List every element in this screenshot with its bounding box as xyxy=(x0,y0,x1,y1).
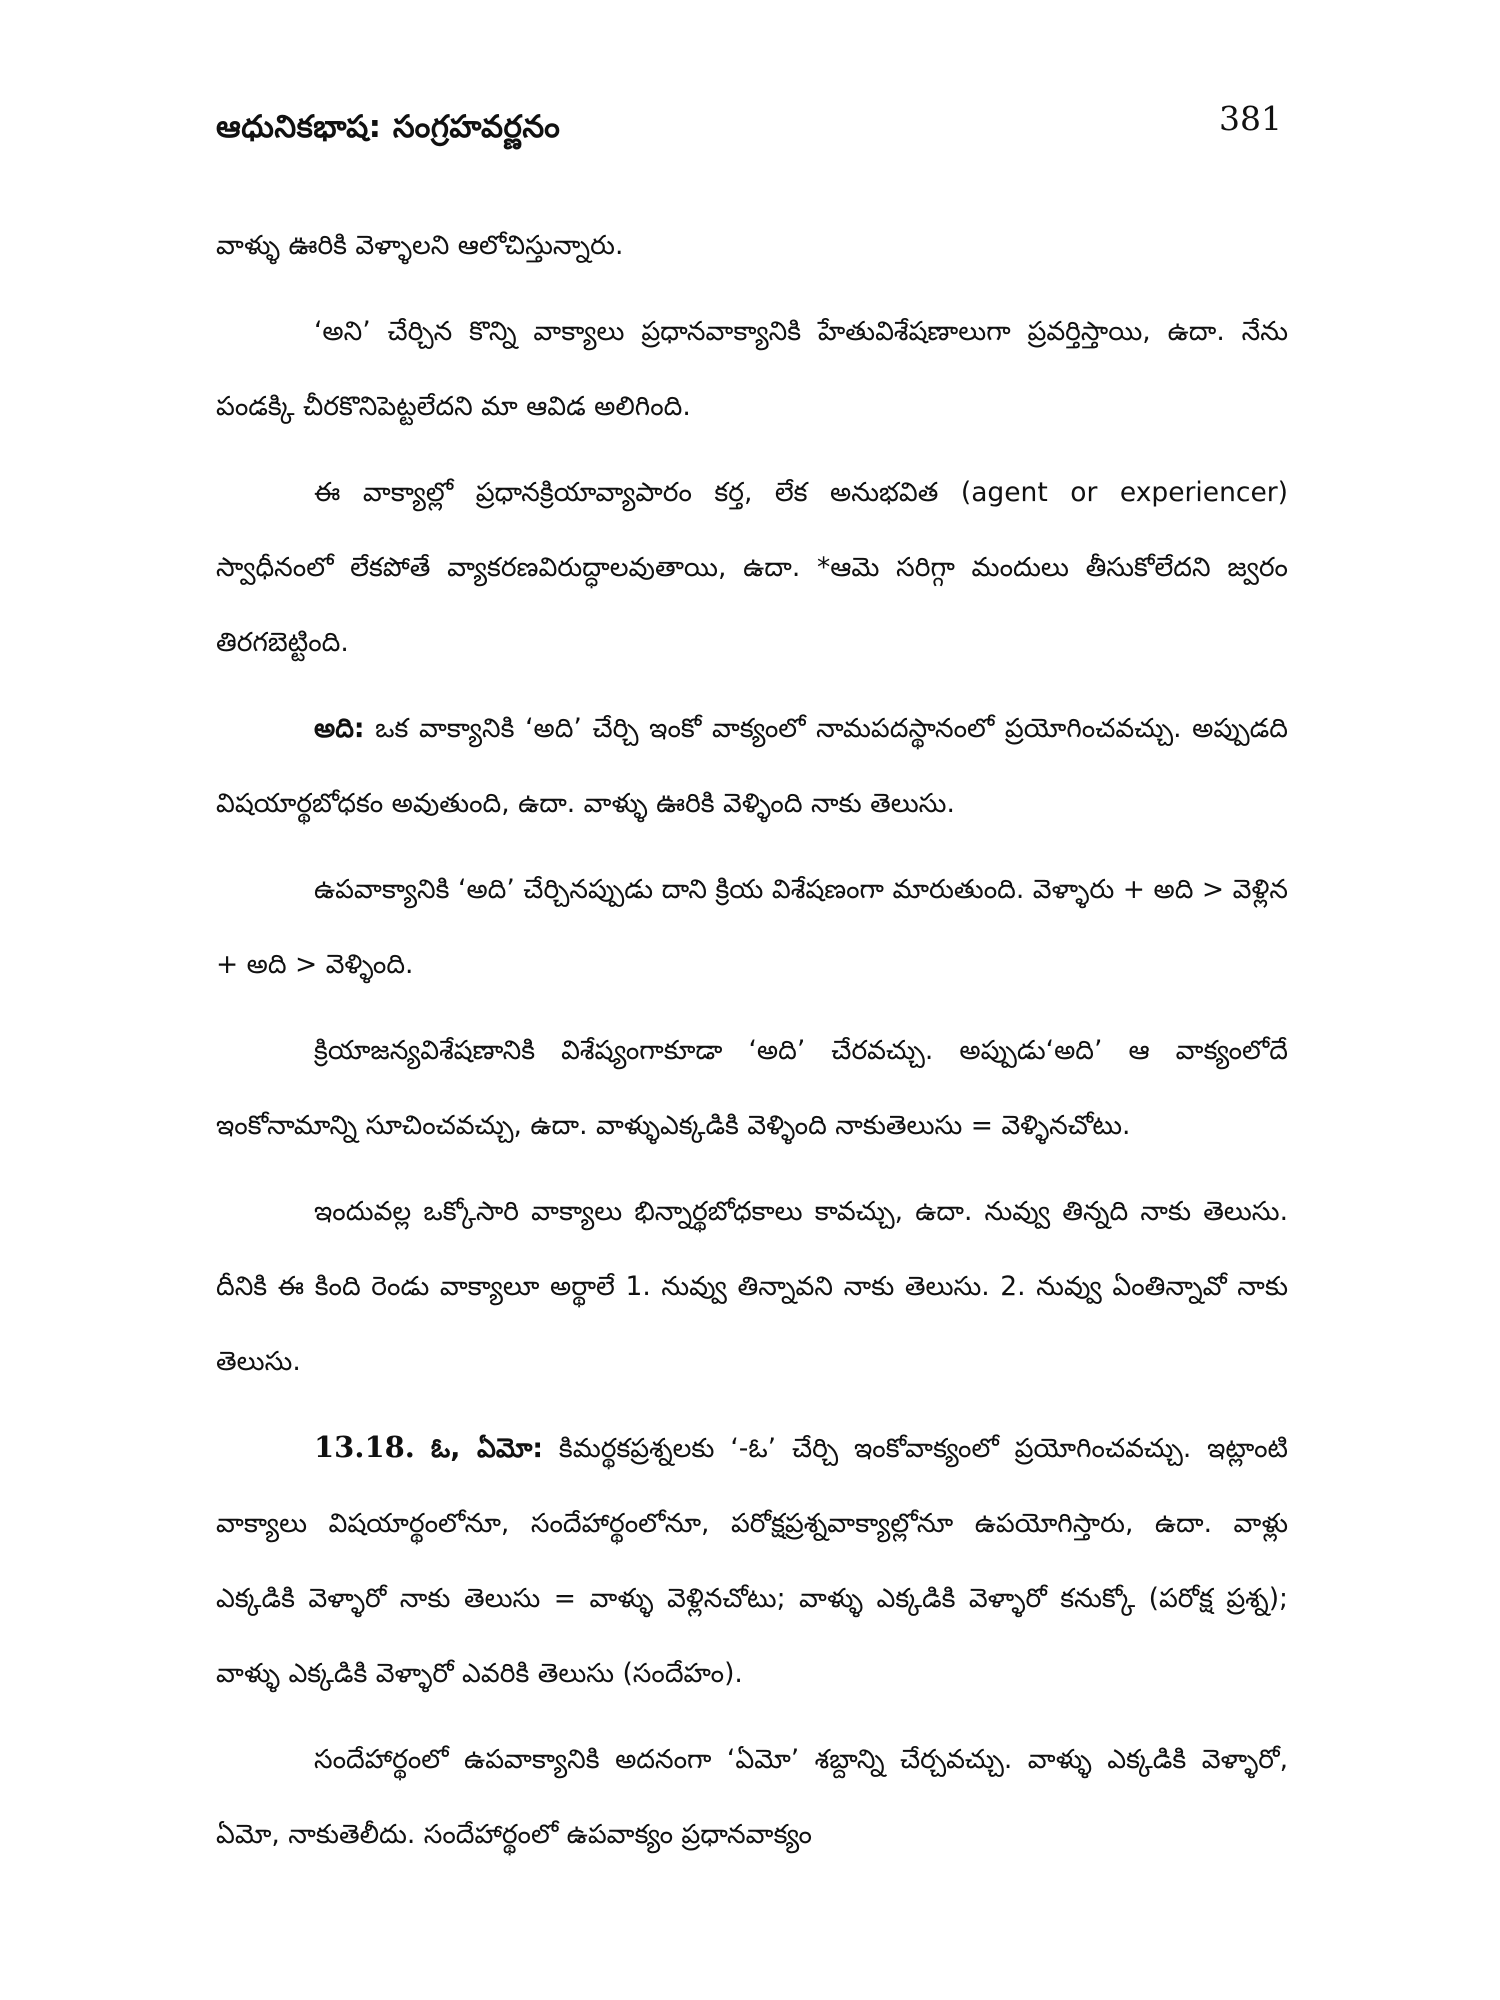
paragraph-8 xyxy=(216,1410,1288,1711)
body-text xyxy=(216,208,1288,1872)
section-number: 13.18. xyxy=(314,1430,415,1464)
paragraph-5: ఉపవాక్యానికి ‘అది’ చేర్చినప్పుడు దాని క్రియ విశేషణంగా మారుతుంది. వెళ్ళారు + అది > వెళ్లిన + అది > వెళ్ళింది. xyxy=(216,874,1288,980)
paragraph-8-text: కిమర్థకప్రశ్నలకు ‘-ఓ’ చేర్చి ఇంకోవాక్యంలో ప్రయోగించవచ్చు. ఇట్లాంటి వాక్యాలు విషయార్థంలోనూ, సందేహార్థంలోనూ, పరోక్షప్రశ్నవాక్యాల్లోనూ ఉపయోగిస్తారు, ఉదా. వాళ్లు ఎక్కడికి వెళ్ళారో నాకు తెలుసు = వాళ్ళు వెళ్లినచోటు; వాళ్ళు ఎక్కడికి వెళ్ళారో కనుక్కో (పరోక్ష ప్రశ్న); వాళ్ళు ఎక్కడికి వెళ్ళారో ఎవరికి తెలుసు (సందేహం). xyxy=(216,1433,1288,1689)
paragraph-7: ఇందువల్ల ఒక్కోసారి వాక్యాలు భిన్నార్థబోధకాలు కావచ్చు, ఉదా. నువ్వు తిన్నది నాకు తెలుసు. దీనికి ఈ కింది రెండు వాక్యాలూ అర్థాలే 1. నువ్వు తిన్నావని నాకు తెలుసు. 2. నువ్వు ఏంతిన్నావో నాకు తెలుసు. xyxy=(216,1196,1288,1377)
term-adi-label: అది: xyxy=(314,713,365,744)
paragraph-4 xyxy=(216,691,1288,841)
page-number: 381 xyxy=(1219,99,1282,138)
paragraph-2: ‘అని’ చేర్చిన కొన్ని వాక్యాలు ప్రధానవాక్యానికి హేతువిశేషణాలుగా ప్రవర్తిస్తాయి, ఉదా. నేను పండక్కి చీరకొనిపెట్టలేదని మా ఆవిడ అలిగింది. xyxy=(216,316,1288,422)
paragraph-1: వాళ్ళు ఊరికి వెళ్ళాలని ఆలోచిస్తున్నారు. xyxy=(216,230,624,261)
running-title: ఆధునికభాష: సంగ్రహవర్ణనం xyxy=(216,109,561,145)
paragraph-3: ఈ వాక్యాల్లో ప్రధానక్రియావ్యాపారం కర్త, లేక అనుభవిత (agent or experiencer) స్వాధీనంలో లేకపోతే వ్యాకరణవిరుద్ధాలవుతాయి, ఉదా. *ఆమె సరిగ్గా మందులు తీసుకోలేదని జ్వరం తిరగబెట్టింది. xyxy=(216,477,1288,658)
paragraph-4-text: ఒక వాక్యానికి ‘అది’ చేర్చి ఇంకో వాక్యంలో నామపదస్థానంలో ప్రయోగించవచ్చు. అప్పుడది విషయార్థబోధకం అవుతుంది, ఉదా. వాళ్ళు ఊరికి వెళ్ళింది నాకు తెలుసు. xyxy=(216,713,1288,819)
section-heading: ఓ, ఏమో: xyxy=(430,1433,543,1464)
page-header xyxy=(216,96,1288,152)
paragraph-6: క్రియాజన్యవిశేషణానికి విశేష్యంగాకూడా ‘అది’ చేరవచ్చు. అప్పుడు‘అది’ ఆ వాక్యంలోదే ఇంకోనామాన్ని సూచించవచ్చు, ఉదా. వాళ్ళుఎక్కడికి వెళ్ళింది నాకుతెలుసు = వెళ్ళినచోటు. xyxy=(216,1035,1288,1141)
paragraph-9: సందేహార్థంలో ఉపవాక్యానికి అదనంగా ‘ఏమో’ శబ్దాన్ని చేర్చవచ్చు. వాళ్ళు ఎక్కడికి వెళ్ళారో, ఏమో, నాకుతెలీదు. సందేహార్థంలో ఉపవాక్యం ప్రధానవాక్యం xyxy=(216,1744,1288,1850)
